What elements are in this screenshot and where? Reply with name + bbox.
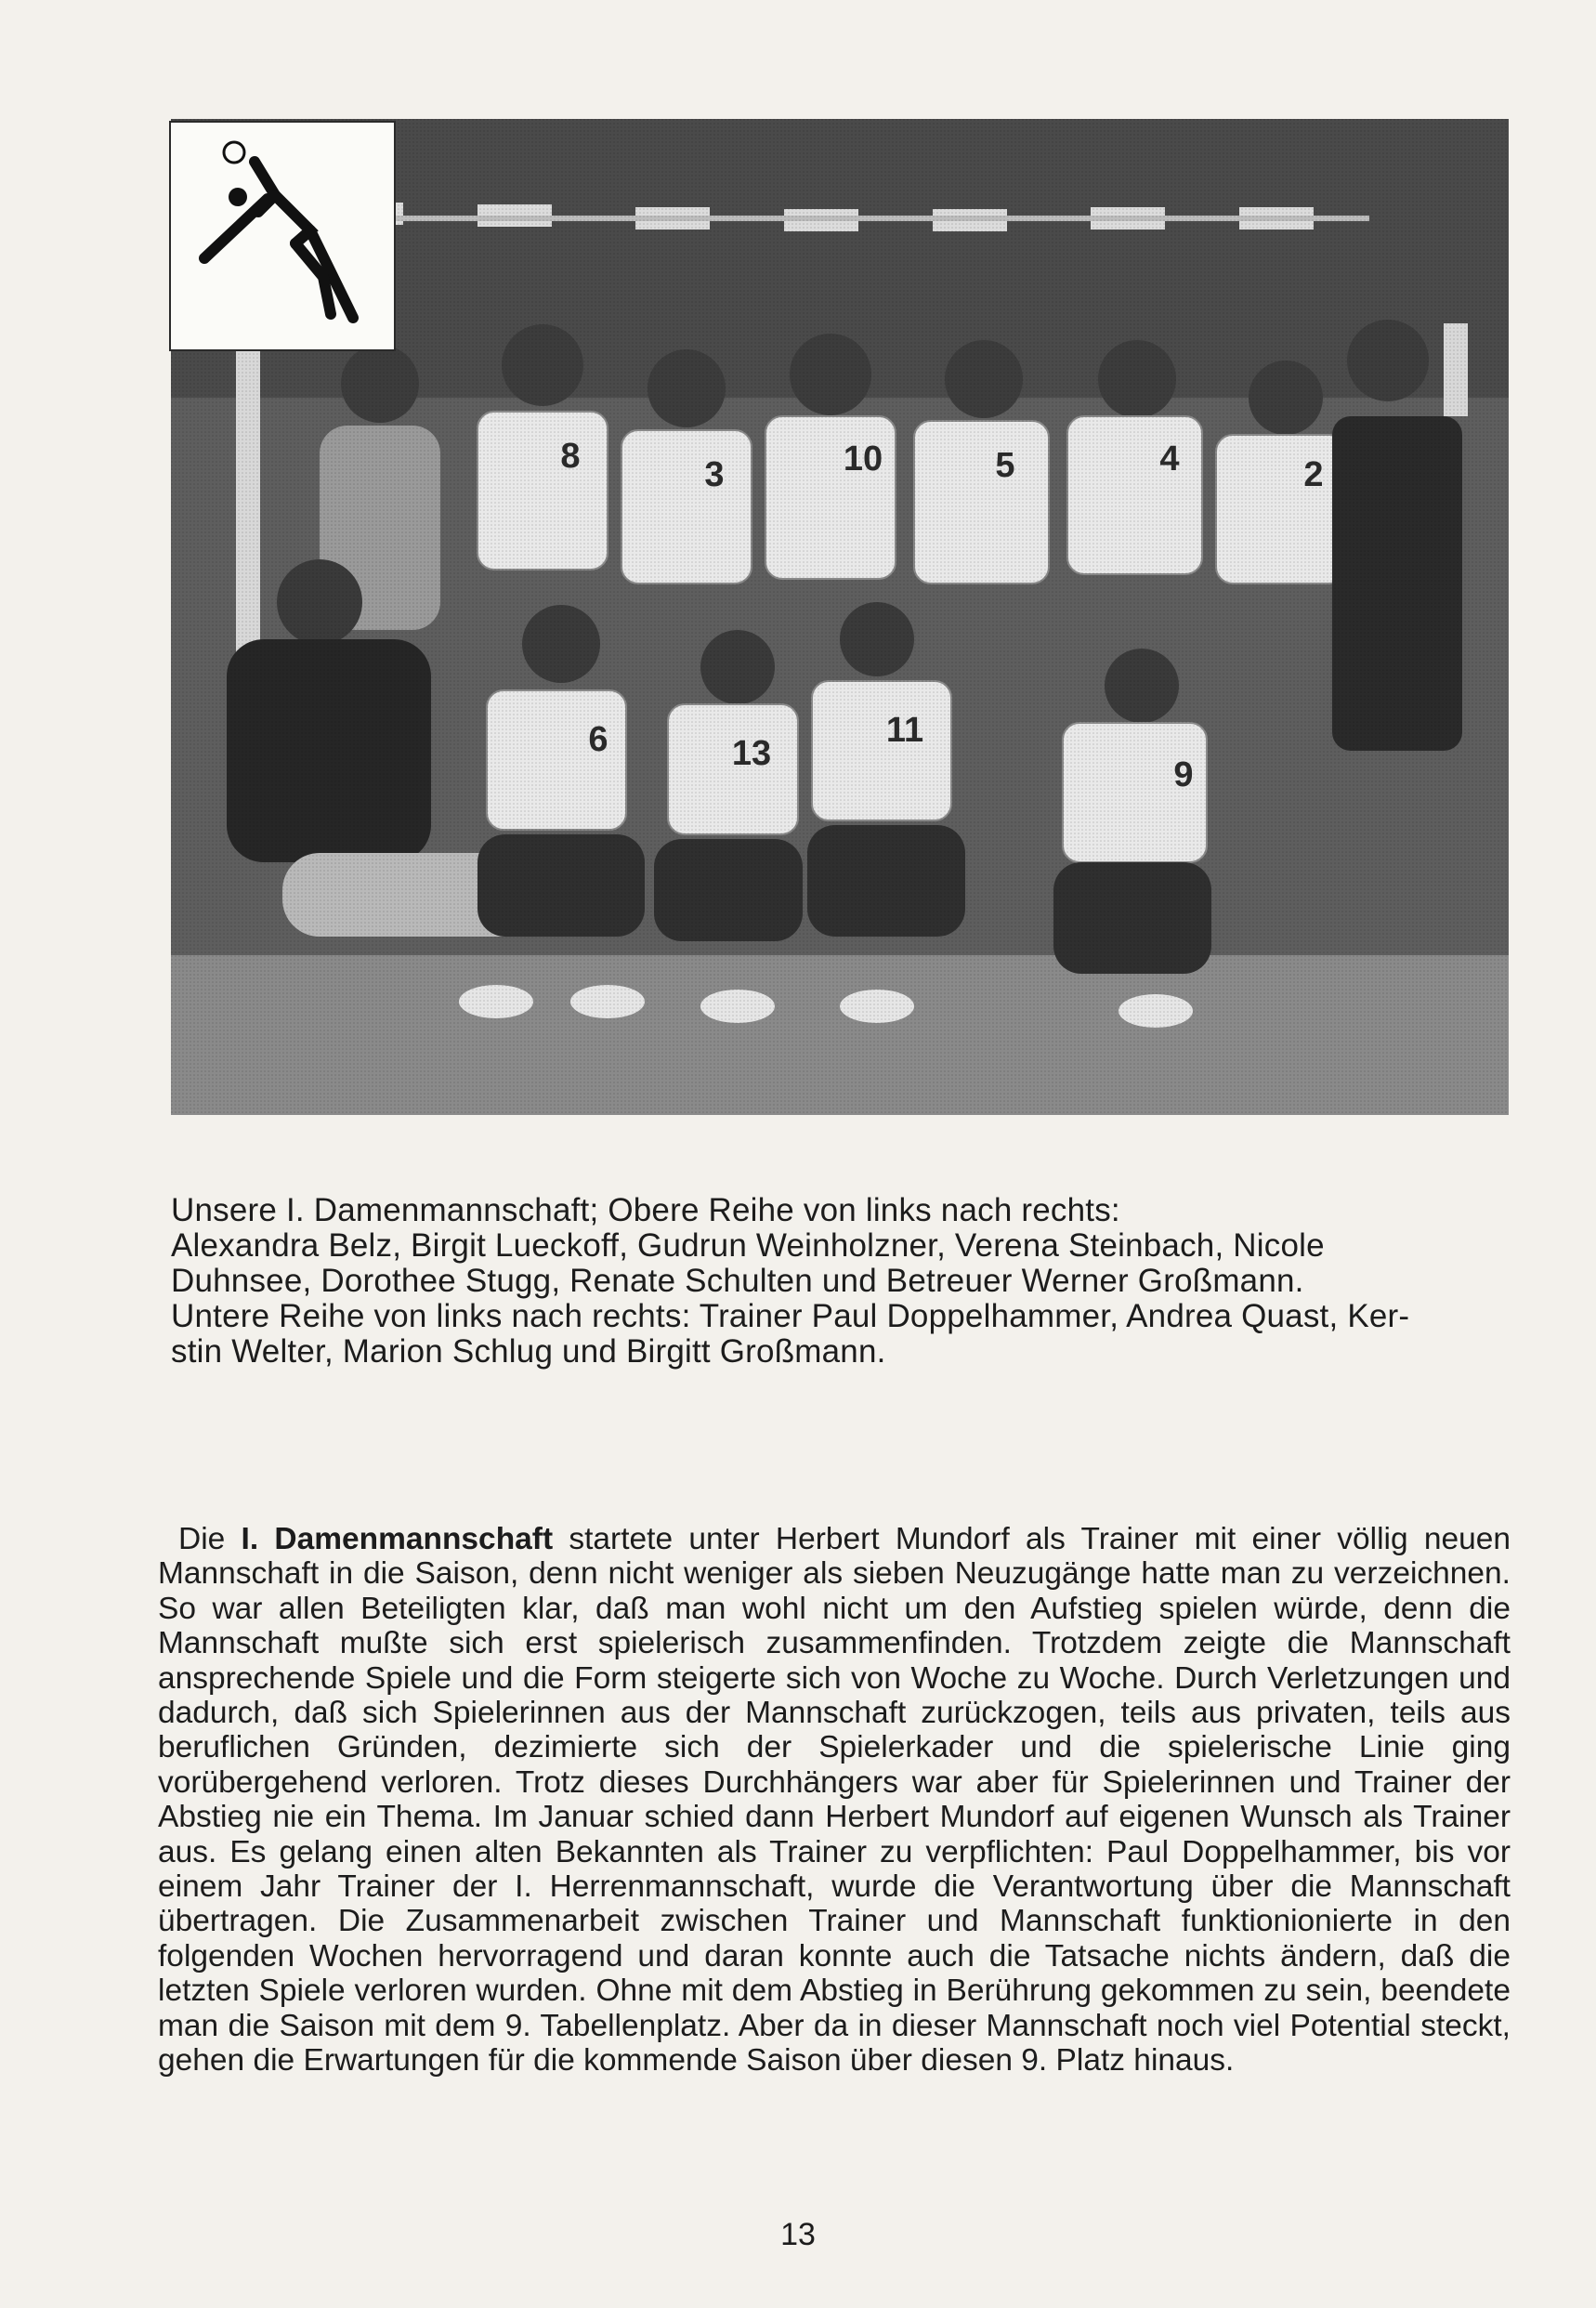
caption-line: Alexandra Belz, Birgit Lueckoff, Gudrun Weinholzner, Verena Steinbach, Nicole	[171, 1227, 1325, 1264]
handball-logo	[169, 121, 396, 351]
caption-line: Untere Reihe von links nach rechts: Trainer Paul Doppelhammer, Andrea Quast, Ker-	[171, 1298, 1410, 1334]
photo-caption	[171, 1193, 1509, 1370]
article-body	[158, 1522, 1511, 2079]
article-lead: Die	[178, 1522, 242, 1556]
team-name: I. Damenmannschaft	[241, 1522, 554, 1556]
article-text: startete unter Herbert Mundorf als Trainer mit einer völlig neuen Mannschaft in die Saison, denn nicht weniger als sieben Neuzugänge hatte man zu verzeichnen. So war allen Beteiligten klar, daß man wohl nicht um den Aufstieg spielen würde, denn die Mannschaft mußte sich erst spielerisch zusammenfinden. Trotzdem zeigte die Mannschaft ansprechende Spiele und die Form steigerte sich von Woche zu Woche. Durch Verletzungen und dadurch, daß sich Spielerinnen aus der Mannschaft zurückzogen, teils aus privaten, teils aus beruflichen Gründen, dezimierte sich der Spielerkader und die spielerische Linie ging vorübergehend verloren. Trotz dieses Durchhängers war aber für Spielerinnen und Trainer der Abstieg nie ein Thema. Im Januar schied dann Herbert Mundorf auf eigenen Wunsch als Trainer aus. Es gelang einen alten Bekannten als Trainer zu verpflichten: Paul Doppelhammer, bis vor einem Jahr Trainer der I. Herrenmannschaft, wurde die Verantwortung über die Mannschaft übertragen. Die Zusammenarbeit zwischen Trainer und Mannschaft funktionionierte in den folgenden Wochen hervorragend und daran konnte auch die Tatsache nichts ändern, daß die letzten Spiele verloren wurden. Ohne mit dem Abstieg in Berührung gekommen zu sein, beendete man die Saison mit dem 9. Tabellenplatz. Aber da in dieser Mannschaft noch viel Potential steckt, gehen die Erwartungen für die kommende Saison über diesen 9. Platz hinaus.	[158, 1522, 1511, 2079]
page-number: 13	[780, 2217, 816, 2252]
caption-line: Duhnsee, Dorothee Stugg, Renate Schulten und Betreuer Werner Großmann.	[171, 1263, 1304, 1299]
caption-line: stin Welter, Marion Schlug und Birgitt Großmann.	[171, 1333, 886, 1370]
handball-player-icon	[171, 123, 394, 349]
caption-line: Unsere I. Damenmannschaft; Obere Reihe von links nach rechts:	[171, 1192, 1120, 1228]
article-paragraph	[158, 1522, 1511, 2079]
